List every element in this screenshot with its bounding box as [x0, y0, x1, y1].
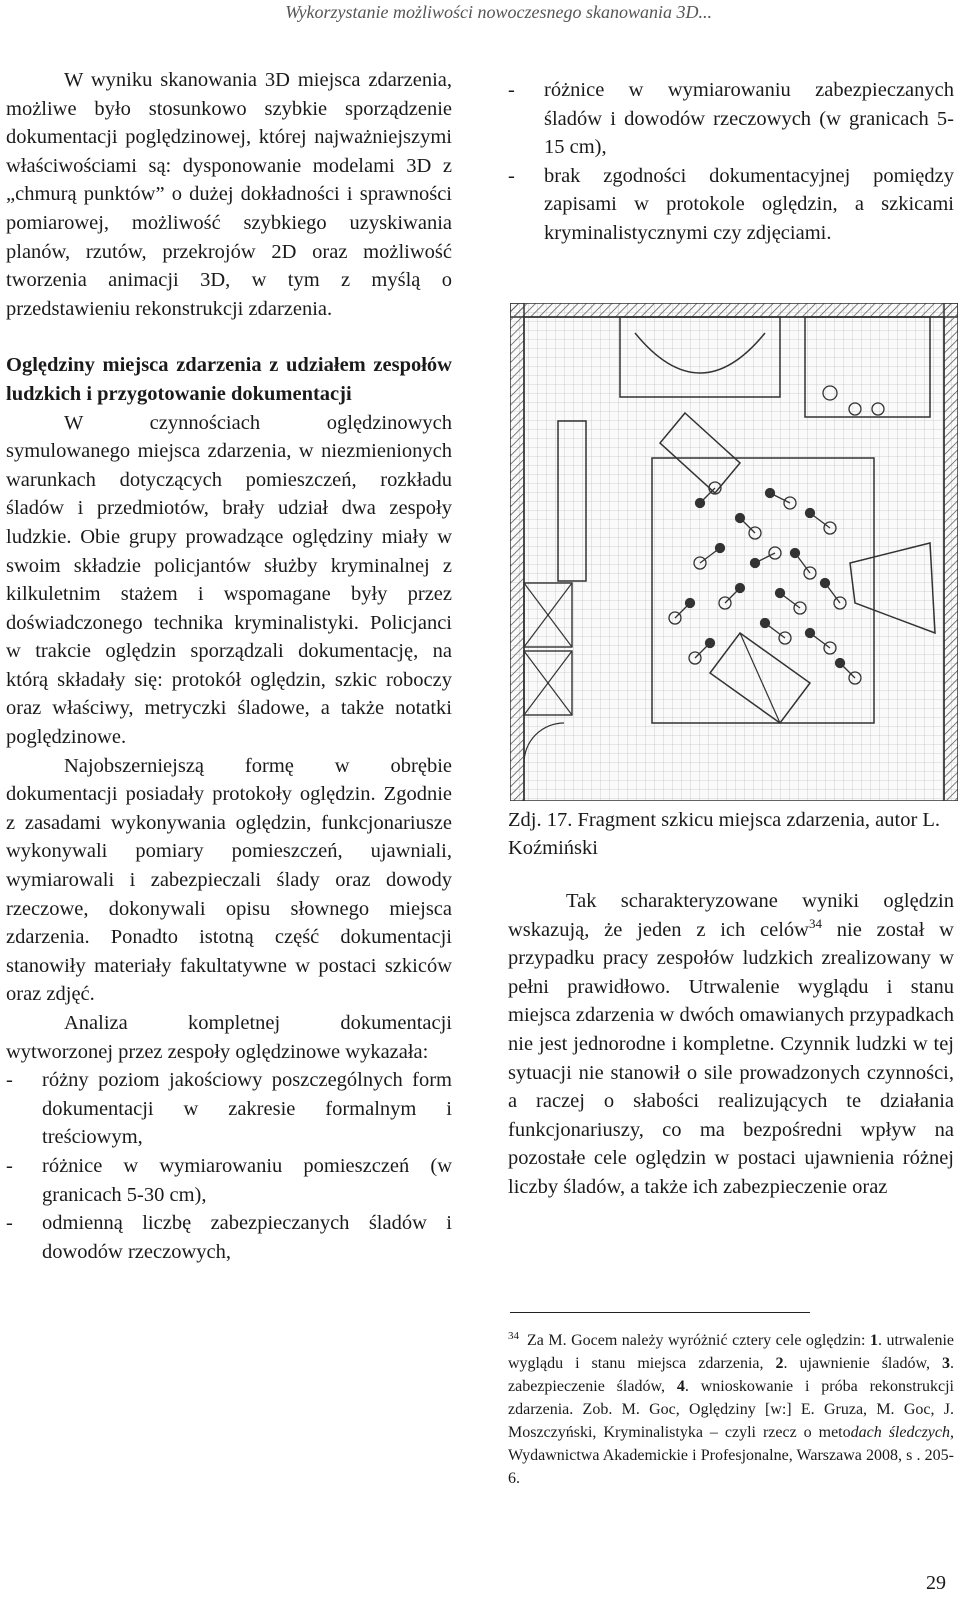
figure-caption: Zdj. 17. Fragment szkicu miejsca zdarzenia, autor L. Koźmiński — [508, 809, 941, 859]
findings-list — [6, 1066, 452, 1266]
section-heading: Oględziny miejsca zdarzenia z udziałem zespołów ludzkich i przygotowanie dokumentacji — [6, 354, 452, 405]
paragraph: W czynnościach oględzinowych symulowanego miejsca zdarzenia, w niezmienionych warunkach dotyczących pomieszczeń, rozkładu śladów i przedmiotów, brały udział dwa zespoły ludzkie. Obie grupy prowadzące oględziny miały w swoim składzie policjantów służby kryminalnej z kilkuletnim stażem i wspomagane były przez doświadczonego technika kryminalistyki. Policjanci w trakcie oględzin sporządzali dokumentację, na którą składały się: protokół oględzin, szkic roboczy oraz właściwy, metryczki śladowe, a także notatki poględzinowe. — [6, 411, 452, 749]
running-header: Wykorzystanie możliwości nowoczesnego skanowania 3D... — [285, 2, 712, 22]
list-item: - różnice w wymiarowaniu pomieszczeń (w granicach 5-30 cm), — [6, 1152, 452, 1209]
paragraph: Najobszerniejszą formę w obrębie dokumentacji posiadały protokoły oględzin. Zgodnie z zasadami wykonywania oględzin, funkcjonariusze wykonywali pomiary pomieszczeń, ujawniali, wymiarowali i zabezpieczali ślady oraz dowody rzeczowe, dokonywali opisu słownego miejsca zdarzenia. Ponadto istotną część dokumentacji stanowiły materiały fakultatywne w postaci szkiców oraz zdjęć. — [6, 754, 452, 1006]
paragraph: Tak scharakteryzowane wyniki oględzin wskazują, że jeden z ich celów$^{34}$ nie został w przypadku pracy zespołów ludzkich zrealizowany w pełni prawidłowo. Utrwalenie wyglądu i stanu miejsca zdarzenia w dwóch omawianych przypadkach nie jest jednorodne i kompletne. Czynnik ludzki w tej sytuacji nie stanowił o sile prowadzonych czynności, a raczej o słabości realizujących te działania funkcjonariuszy, co ma bezpośredni wpływ na pozostałe cele oględzin w postaci ujawnienia różnej liczby śladów, a także ich zabezpieczenie oraz — [508, 890, 954, 1198]
list-marker: - — [6, 1069, 13, 1092]
footnote-reference[interactable]: 34 — [808, 915, 822, 931]
list-marker: - — [6, 1154, 13, 1177]
list-marker: - — [6, 1212, 13, 1235]
right-column-list — [508, 76, 954, 248]
crime-scene-sketch-figure — [510, 303, 958, 801]
crime-scene-sketch-image — [510, 303, 958, 801]
footnote: $^{34}$ Za M. Gocem należy wyróżnić cztery cele oględzin: 1. utrwalenie wyglądu i stanu miejsca zdarzenia, 2. ujawnienie śladów, 3. zabezpieczenie śladów, 4. wnioskowanie i próba rekonstrukcji zdarzenia. Zob. M. Goc, Oględziny [w:] E. Gruza, M. Goc, J. Moszczyński, Kryminalistyka – czyli rzecz o metodach śledczych, Wydawnictwa Akademickie i Profesjonalne, Warszawa 2008, s . 205-6. — [508, 1330, 955, 1487]
footnote-separator — [510, 1312, 810, 1313]
page-number: 29 — [926, 1572, 946, 1594]
footnote-number: 34 — [508, 1330, 519, 1342]
left-column — [6, 66, 452, 1266]
list-marker: - — [508, 79, 515, 101]
right-column-paragraph — [508, 887, 954, 1202]
list-item: - odmienną liczbę zabezpieczanych śladów i dowodów rzeczowych, — [6, 1209, 452, 1266]
list-item: - brak zgodności dokumentacyjnej pomiędzy zapisami w protokole oględzin, a szkicami kryminalistycznymi czy zdjęciami. — [508, 162, 954, 248]
paragraph: Analiza kompletnej dokumentacji wytworzonej przez zespoły oględzinowe wykazała: — [6, 1012, 452, 1063]
list-item: - różnice w wymiarowaniu zabezpieczanych śladów i dowodów rzeczowych (w granicach 5-15 cm), — [508, 76, 954, 162]
intro-paragraph: W wyniku skanowania 3D miejsca zdarzenia, możliwe było stosunkowo szybkie sporządzenie dokumentacji poględzinowej, której najważniejszymi właściwościami są: dysponowanie modelami 3D z „chmurą punktów” o dużej dokładności i sprawności pomiarowej, możliwość szybkiego uzyskiwania planów, rzutów, przekrojów 2D oraz możliwość tworzenia animacji 3D, w tym z myślą o przedstawieniu rekonstrukcji zdarzenia. — [6, 69, 452, 320]
list-item: - różny poziom jakościowy poszczególnych form dokumentacji w zakresie formalnym i treściowym, — [6, 1066, 452, 1152]
list-marker: - — [508, 164, 515, 187]
